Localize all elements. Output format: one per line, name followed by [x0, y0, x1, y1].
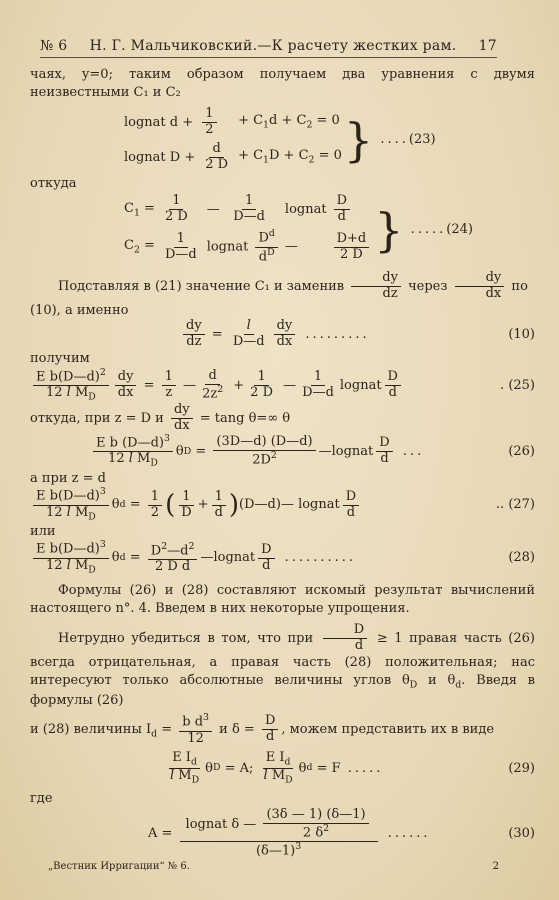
paragraph-intro: чаях, y=0; таким образом получаем два уравнения с двумя неизвестными C₁ и C₂: [30, 67, 535, 100]
footer-sheet-number: 2: [492, 861, 499, 872]
paragraph-substitution: Подставляя в (21) значение C₁ и заменив $\frac{dy}{dz}$ через $\frac{dy}{dx}$ по (10), а именно: [30, 269, 528, 318]
equation-25: E b(D—d)$^2$ 12 l $M_D$ dy dx = 1 z — d $2z^2$ + 1 2 D — 1 D—d lognat D d . (25): [30, 368, 535, 404]
equation-28: E b(D—d)$^3$ 12 l $M_D$ θ d = $D^2—d^2$ 2 D d —lognat D d .......... (28): [30, 540, 535, 576]
equation-29: E $I_d$ l $M_D$ θ D = A; E $I_d$ l $M_D$ θ d = F ..... (29): [170, 749, 535, 786]
paragraph-netrudno: Нетрудно убедиться в том, что при $\frac{D}{d}$ ≥ 1 правая часть (26) всегда отрицательная, а правая часть (28) положительная; нас интересуют только абсолютные величины углов $\theta_D$ и $\theta_d$. Введя в формулы (26): [30, 622, 535, 708]
paragraph-a-pri: а при z = d: [30, 470, 106, 486]
eq-number-24: (24): [446, 221, 473, 237]
equation-27: E b(D—d)$^3$ 12 l $M_D$ θ d = 1 2 ( 1 D + 1 d ) (D—d)— lognat D d .. (27): [30, 487, 535, 523]
word-gde: где: [30, 791, 53, 807]
equation-26: E b (D—d)$^3$ 12 l $M_D$ θ D = (3D—d) (D—d) $2D^2$ —lognat D d ... (26): [90, 434, 535, 470]
equation-30: A = lognat δ — $\frac{(3\delta — 1) (\delta—1)}{2 \delta^2}$ (δ—1)$^3$ ...... (30): [148, 806, 535, 859]
page-number: 17: [478, 38, 497, 54]
equation-24: $C_1$ = $\frac{1}{2 D}$ — $\frac{1}{D—d}$ lognat $\frac{D}{d}$ $C_2$ = $\frac{1}{D—d}$ lognat $\frac{D^d}{d^D}$ — $\frac{D+d}{2 D}$ } ..... (24): [124, 193, 473, 264]
paragraph-otkuda-pri: откуда, при z = D и $\frac{dy}{dx}$ = tang θ=∞ θ: [30, 402, 291, 434]
eq-number-23: (23): [408, 132, 436, 148]
page-footer: [48, 861, 499, 872]
paragraph-formulas: Формулы (26) и (28) составляют искомый результат вычислений настоящего n°. 4. Введем в них некоторые упрощения.: [30, 583, 535, 616]
issue-number: № 6: [40, 38, 68, 54]
eq-number-26: (26): [508, 444, 535, 460]
eq-number-25: (25): [508, 377, 535, 393]
word-ili: или: [30, 523, 56, 539]
running-title: Н. Г. Мальчиковский.—К расчету жестких рам.: [89, 38, 457, 54]
page-body: [30, 66, 535, 859]
eq-number-29: (29): [508, 760, 535, 776]
eq-number-30: (30): [508, 825, 535, 841]
word-otkuda: откуда: [30, 175, 77, 191]
running-header: [40, 38, 497, 58]
eq-number-27: (27): [508, 497, 535, 513]
eq-number-28: (28): [508, 550, 535, 566]
footer-journal: „Вестник Ирригации“ № 6.: [48, 861, 190, 872]
word-poluchim: получим: [30, 351, 90, 367]
equation-23: lognat d + $\frac{1}{2}$ + $C_1d + C_2 = 0$ lognat D + $\frac{d}{2 D}$ + $C_1D + C_2 = 0$ } .... (23): [124, 106, 436, 172]
equation-10: dy dz = l D—d dy dx ......... (10): [180, 319, 535, 350]
eq-number-10: (10): [508, 326, 535, 342]
paragraph-velichiny: и (28) величины $I_d$ = $\frac{b d^3}{12}$ и δ = $\frac{D}{d}$ , можем представить их в виде: [30, 712, 495, 746]
